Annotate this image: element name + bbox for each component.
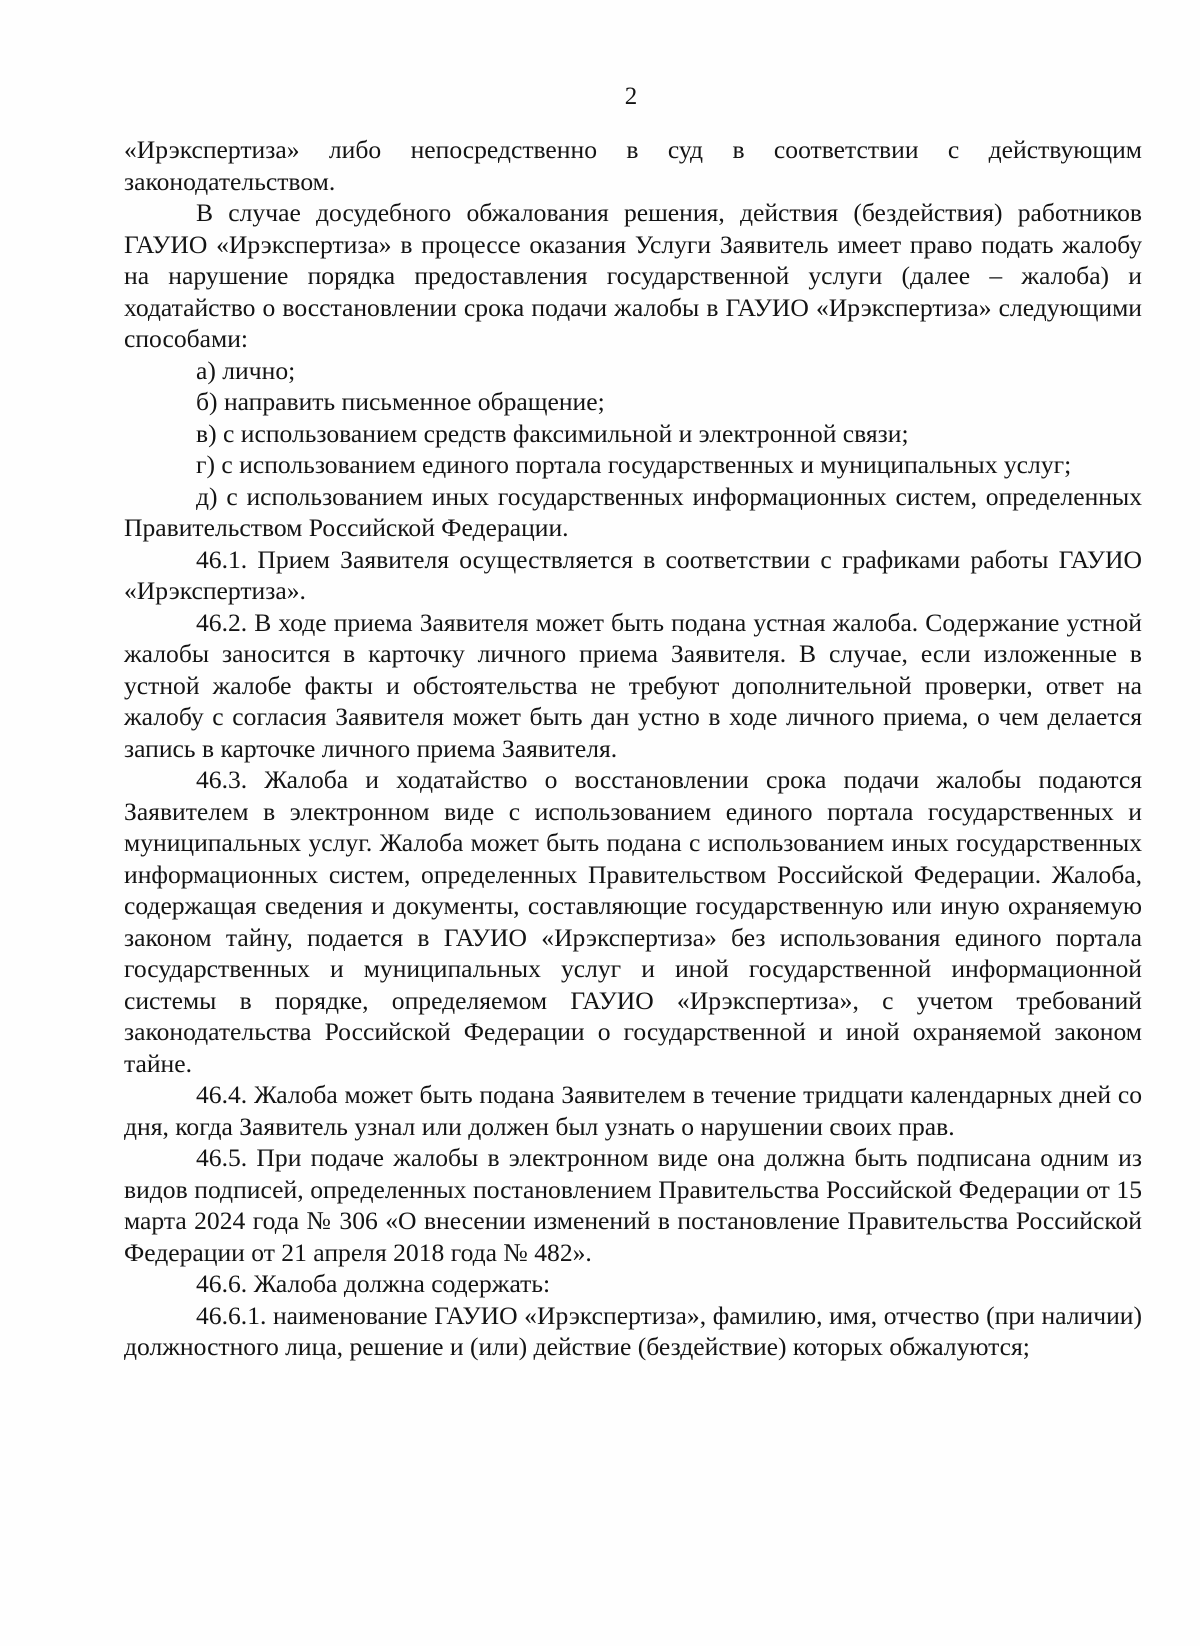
list-item: г) с использованием единого портала государственных и муниципальных услуг; xyxy=(196,450,1072,479)
paragraph: 46.6.1. наименование ГАУИО «Ирэкспертиза», фамилию, имя, отчество (при наличии) должностного лица, решение и (или) действие (бездействие) которых обжалуются; xyxy=(124,1300,1142,1361)
paragraph: 46.5. При подаче жалобы в электронном виде она должна быть подписана одним из видов подписей, определенных постановлением Правительства Российской Федерации от 15 марта 2024 года № 306 «О внесении изменений в постановление Правительства Российской Федерации от 21 апреля 2018 года № 482». xyxy=(124,1143,1142,1267)
paragraph: «Ирэкспертиза» либо непосредственно в суд в соответствии с действующим законодательством. xyxy=(124,135,1142,196)
list-item: а) лично; xyxy=(196,355,296,385)
paragraph: 46.4. Жалоба может быть подана Заявителем в течение тридцати календарных дней со дня, когда Заявитель узнал или должен был узнать о нарушении своих прав. xyxy=(124,1080,1142,1141)
document-body xyxy=(124,134,1142,1363)
paragraph: 46.1. Прием Заявителя осуществляется в соответствии с графиками работы ГАУИО «Ирэкспертиза». xyxy=(124,544,1142,605)
paragraph: 46.2. В ходе приема Заявителя может быть подана устная жалоба. Содержание устной жалобы заносится в карточку личного приема Заявителя. В случае, если изложенные в устной жалобе факты и обстоятельства не требуют дополнительной проверки, ответ на жалобу с согласия Заявителя может быть дан устно в ходе личного приема, о чем делается запись в карточке личного приема Заявителя. xyxy=(124,607,1142,763)
list-item: б) направить письменное обращение; xyxy=(196,387,605,416)
list-item: в) с использованием средств факсимильной и электронной связи; xyxy=(196,418,909,448)
paragraph: В случае досудебного обжалования решения, действия (бездействия) работников ГАУИО «Ирэкспертиза» в процессе оказания Услуги Заявитель имеет право подать жалобу на нарушение порядка предоставления государственной услуги (далее – жалоба) и ходатайство о восстановлении срока подачи жалобы в ГАУИО «Ирэкспертиза» следующими способами: xyxy=(124,198,1142,353)
page-number: 2 xyxy=(624,83,638,110)
paragraph: 46.3. Жалоба и ходатайство о восстановлении срока подачи жалобы подаются Заявителем в электронном виде с использованием единого портала государственных и муниципальных услуг. Жалоба может быть подана с использованием иных государственных информационных систем, определенных Правительством Российской Федерации. Жалоба, содержащая сведения и документы, составляющие государственную или иную охраняемую законом тайну, подается в ГАУИО «Ирэкспертиза» без использования единого портала государственных и муниципальных услуг и иной государственной информационной системы в порядке, определяемом ГАУИО «Ирэкспертиза», с учетом требований законодательства Российской Федерации о государственной и иной охраняемой законом тайне. xyxy=(124,765,1142,1078)
paragraph: 46.6. Жалоба должна содержать: xyxy=(196,1269,551,1298)
list-item: д) с использованием иных государственных информационных систем, определенных Правительством Российской Федерации. xyxy=(124,481,1142,542)
